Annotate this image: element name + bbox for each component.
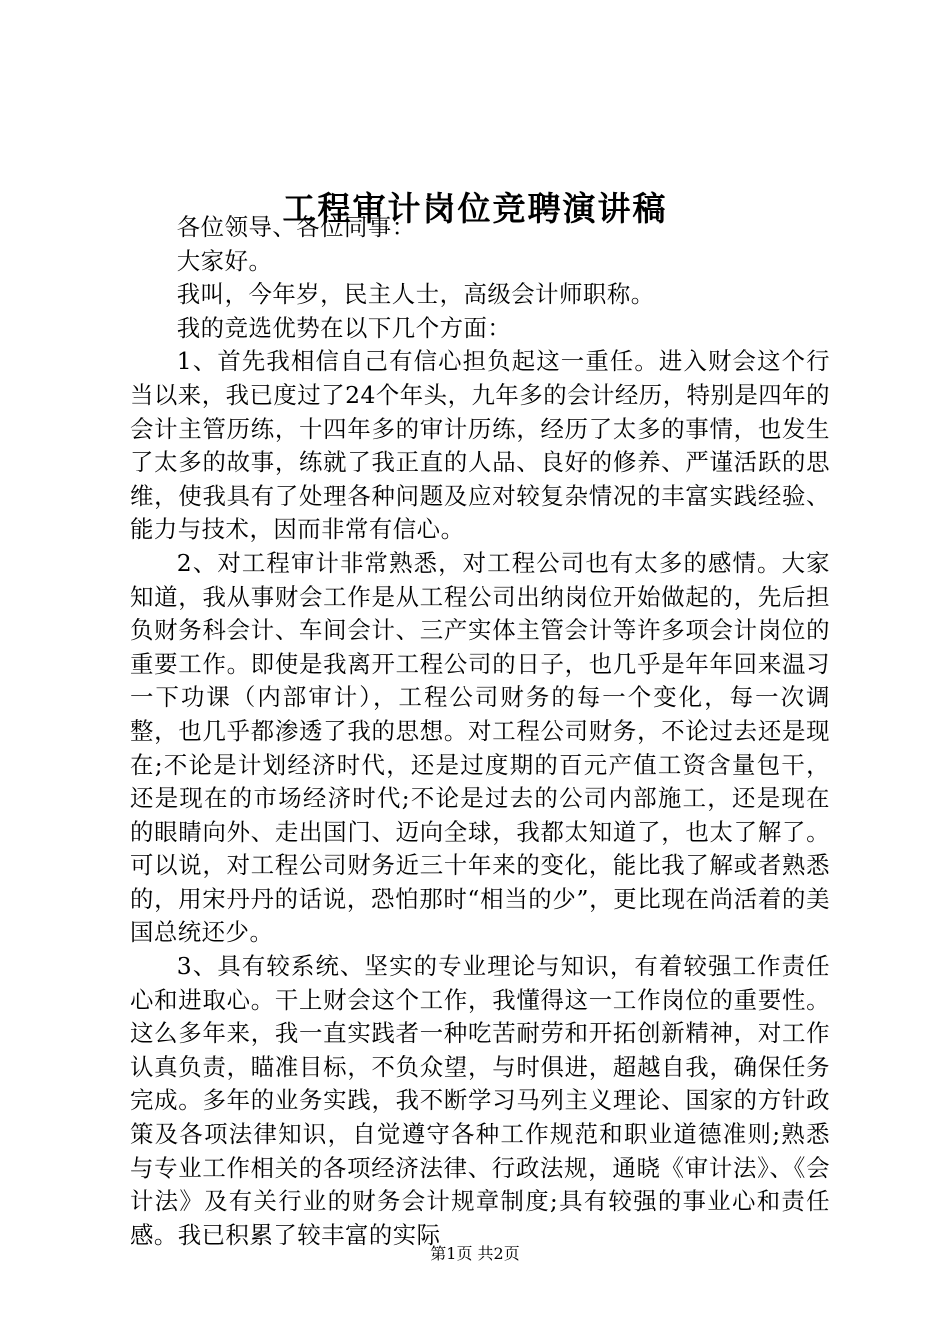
page-title: 工程审计岗位竞聘演讲稿 — [282, 189, 668, 228]
page-footer: 第1页 共2页 — [430, 1244, 520, 1263]
self-introduction: 我叫，今年岁，民主人士，高级会计师职称。 — [176, 280, 655, 309]
greeting: 大家好。 — [176, 246, 273, 275]
paragraph-point-2: 2、对工程审计非常熟悉，对工程公司也有太多的感情。大家知道，我从事财会工作是从工程公司出纳岗位开始做起的，先后担负财务科会计、车间会计、三产实体主管会计等许多项会计岗位的重要工作。即使是我离开工程公司的日子，也几乎是年年回来温习一下功课（内部审计），工程公司财务的每一个变化，每一次调整，也几乎都渗透了我的思想。对工程公司财务，不论过去还是现在;不论是计划经济时代，还是过度期的百元产值工资含量包干，还是现在的市场经济时代;不论是过去的公司内部施工，还是现在的眼睛向外、走出国门、迈向全球，我都太知道了，也太了解了。可以说，对工程公司财务近三十年来的变化，能比我了解或者熟悉的，用宋丹丹的话说，恐怕那时“相当的少”，更比现在尚活着的美国总统还少。 — [130, 548, 830, 947]
paragraph-point-1: 1、首先我相信自己有信心担负起这一重任。进入财会这个行当以来，我已度过了24个年头，九年多的会计经历，特别是四年的会计主管历练，十四年多的审计历练，经历了太多的事情，也发生了太多的故事，练就了我正直的人品、良好的修养、严谨活跃的思维，使我具有了处理各种问题及应对较复杂情况的丰富实践经验、能力与技术，因而非常有信心。 — [130, 347, 830, 544]
document-body — [130, 211, 830, 1252]
paragraph-point-3: 3、具有较系统、坚实的专业理论与知识，有着较强工作责任心和进取心。干上财会这个工作，我懂得这一工作岗位的重要性。这么多年来，我一直实践者一种吃苦耐劳和开拓创新精神，对工作认真负责，瞄准目标，不负众望，与时俱进，超越自我，确保任务完成。多年的业务实践，我不断学习马列主义理论、国家的方针政策及各项法律知识，自觉遵守各种工作规范和职业道德准则;熟悉与专业工作相关的各项经济法律、行政法规，通晓《审计法》、《会计法》及有关行业的财务会计规章制度;具有较强的事业心和责任感。我已积累了较丰富的实际 — [130, 952, 830, 1249]
advantages-intro: 我的竞选优势在以下几个方面： — [176, 313, 512, 342]
salutation: 各位领导、各位同事： — [176, 213, 416, 241]
